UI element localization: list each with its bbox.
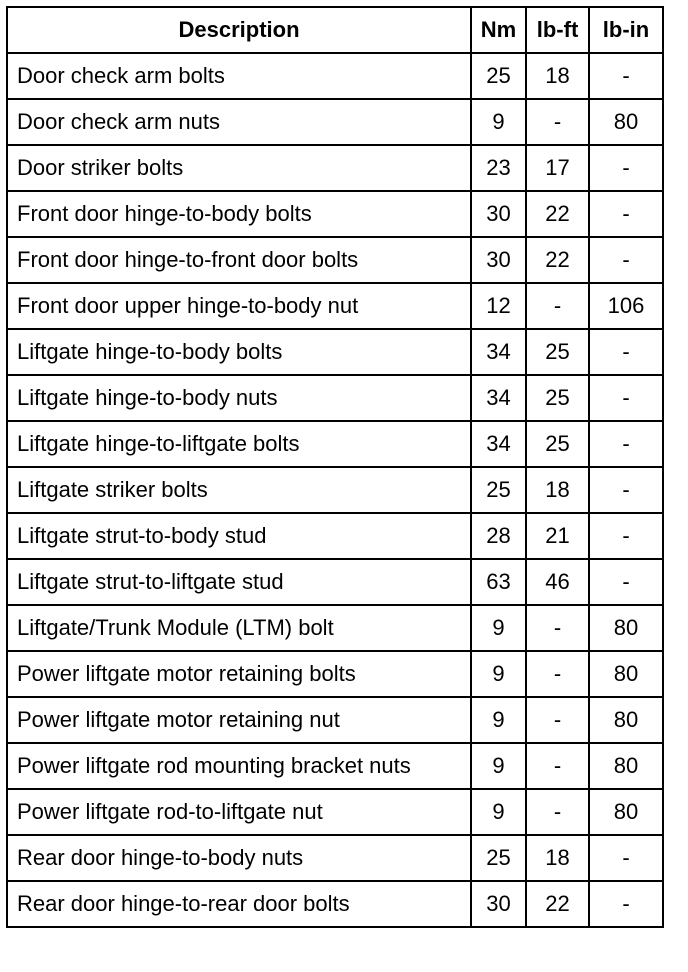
cell-lbin: - [589, 467, 663, 513]
table-row [7, 881, 663, 927]
cell-description: Door check arm nuts [7, 99, 471, 145]
cell-nm: 25 [471, 467, 526, 513]
cell-nm: 34 [471, 375, 526, 421]
cell-lbin: - [589, 513, 663, 559]
cell-nm: 30 [471, 191, 526, 237]
header-lbin: lb-in [589, 7, 663, 53]
table-header [7, 7, 663, 53]
cell-lbft: 18 [526, 467, 589, 513]
header-description: Description [7, 7, 471, 53]
table-row [7, 605, 663, 651]
cell-lbin: - [589, 237, 663, 283]
cell-description: Front door hinge-to-front door bolts [7, 237, 471, 283]
cell-lbft: 22 [526, 237, 589, 283]
cell-lbin: - [589, 191, 663, 237]
cell-lbin: - [589, 421, 663, 467]
cell-lbin: - [589, 53, 663, 99]
cell-lbft: - [526, 697, 589, 743]
table-row [7, 99, 663, 145]
cell-nm: 23 [471, 145, 526, 191]
cell-description: Power liftgate motor retaining nut [7, 697, 471, 743]
cell-lbft: 18 [526, 835, 589, 881]
cell-lbft: 25 [526, 375, 589, 421]
cell-lbin: 80 [589, 99, 663, 145]
cell-description: Rear door hinge-to-rear door bolts [7, 881, 471, 927]
cell-nm: 9 [471, 697, 526, 743]
cell-lbin: - [589, 835, 663, 881]
header-nm: Nm [471, 7, 526, 53]
cell-lbin: 80 [589, 697, 663, 743]
table-row [7, 237, 663, 283]
cell-description: Door check arm bolts [7, 53, 471, 99]
table-row [7, 789, 663, 835]
cell-lbft: - [526, 283, 589, 329]
cell-lbin: 80 [589, 789, 663, 835]
cell-description: Front door upper hinge-to-body nut [7, 283, 471, 329]
torque-spec-table [6, 6, 664, 928]
cell-description: Liftgate striker bolts [7, 467, 471, 513]
table-row [7, 835, 663, 881]
table-row [7, 743, 663, 789]
cell-description: Liftgate strut-to-liftgate stud [7, 559, 471, 605]
cell-lbin: - [589, 375, 663, 421]
table-row [7, 421, 663, 467]
cell-description: Power liftgate rod-to-liftgate nut [7, 789, 471, 835]
table-row [7, 697, 663, 743]
cell-nm: 9 [471, 605, 526, 651]
cell-nm: 9 [471, 743, 526, 789]
cell-lbin: 80 [589, 651, 663, 697]
cell-description: Liftgate hinge-to-body nuts [7, 375, 471, 421]
cell-nm: 25 [471, 835, 526, 881]
cell-lbft: - [526, 99, 589, 145]
cell-nm: 28 [471, 513, 526, 559]
cell-lbin: - [589, 145, 663, 191]
cell-lbin: 106 [589, 283, 663, 329]
cell-lbft: 17 [526, 145, 589, 191]
cell-nm: 12 [471, 283, 526, 329]
cell-description: Liftgate strut-to-body stud [7, 513, 471, 559]
cell-lbin: 80 [589, 605, 663, 651]
table-row [7, 651, 663, 697]
table-row [7, 283, 663, 329]
cell-lbin: - [589, 559, 663, 605]
cell-lbft: - [526, 743, 589, 789]
table-row [7, 145, 663, 191]
cell-description: Liftgate hinge-to-body bolts [7, 329, 471, 375]
table-row [7, 53, 663, 99]
cell-lbin: - [589, 329, 663, 375]
cell-lbin: - [589, 881, 663, 927]
cell-nm: 9 [471, 99, 526, 145]
cell-nm: 9 [471, 651, 526, 697]
cell-description: Rear door hinge-to-body nuts [7, 835, 471, 881]
cell-nm: 34 [471, 421, 526, 467]
cell-lbin: 80 [589, 743, 663, 789]
table-row [7, 375, 663, 421]
table-row [7, 513, 663, 559]
table-row [7, 467, 663, 513]
header-row [7, 7, 663, 53]
cell-description: Door striker bolts [7, 145, 471, 191]
table-row [7, 191, 663, 237]
cell-lbft: 22 [526, 191, 589, 237]
cell-description: Front door hinge-to-body bolts [7, 191, 471, 237]
cell-lbft: 18 [526, 53, 589, 99]
cell-description: Liftgate hinge-to-liftgate bolts [7, 421, 471, 467]
cell-lbft: 46 [526, 559, 589, 605]
cell-nm: 63 [471, 559, 526, 605]
cell-lbft: 21 [526, 513, 589, 559]
cell-description: Liftgate/Trunk Module (LTM) bolt [7, 605, 471, 651]
cell-nm: 30 [471, 237, 526, 283]
cell-nm: 30 [471, 881, 526, 927]
cell-description: Power liftgate motor retaining bolts [7, 651, 471, 697]
cell-lbft: - [526, 789, 589, 835]
cell-nm: 9 [471, 789, 526, 835]
table-row [7, 559, 663, 605]
header-lbft: lb-ft [526, 7, 589, 53]
cell-nm: 34 [471, 329, 526, 375]
cell-description: Power liftgate rod mounting bracket nuts [7, 743, 471, 789]
cell-nm: 25 [471, 53, 526, 99]
cell-lbft: 25 [526, 421, 589, 467]
cell-lbft: - [526, 651, 589, 697]
cell-lbft: 25 [526, 329, 589, 375]
table-body [7, 53, 663, 927]
cell-lbft: - [526, 605, 589, 651]
cell-lbft: 22 [526, 881, 589, 927]
table-row [7, 329, 663, 375]
